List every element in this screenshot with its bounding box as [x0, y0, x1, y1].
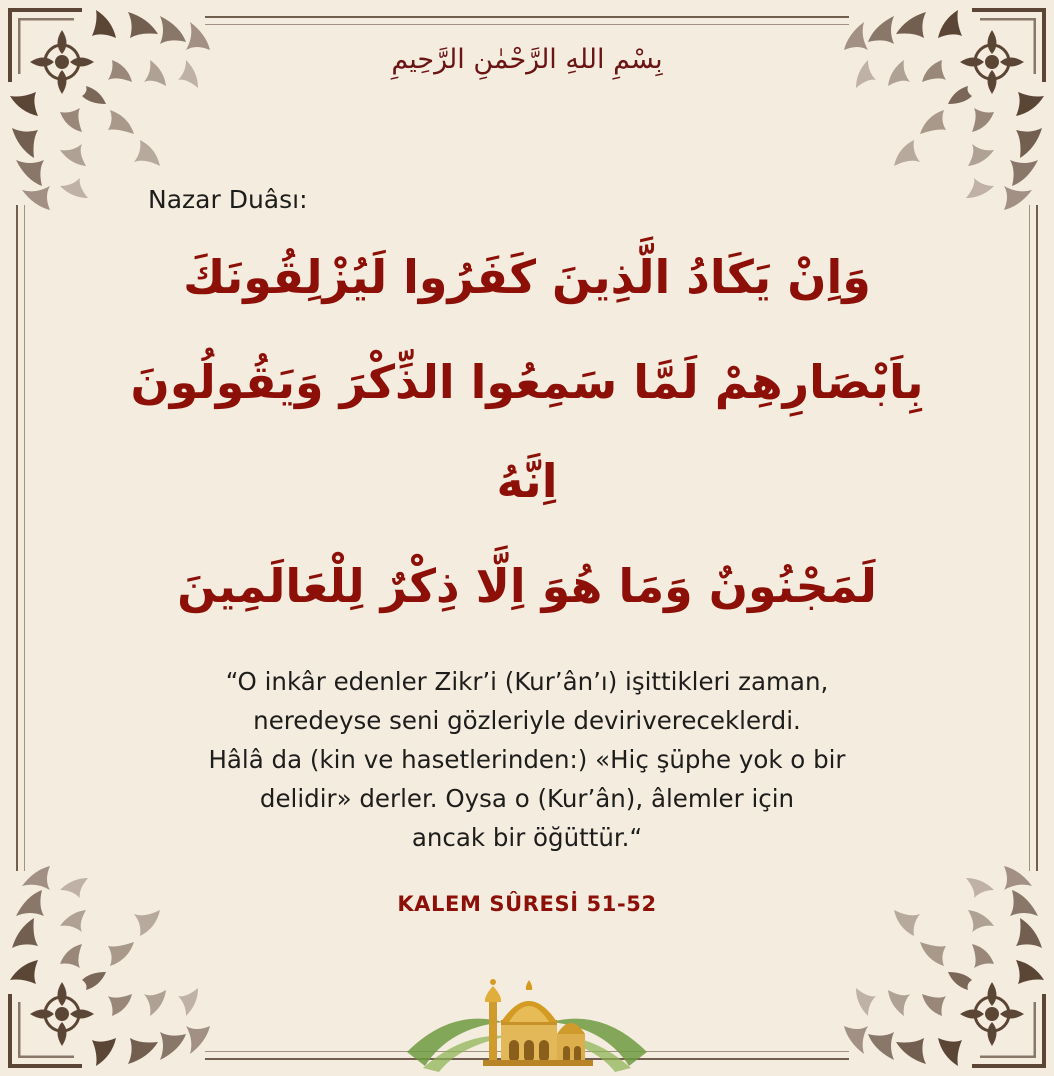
translation-block	[110, 662, 944, 858]
translation-line-4: delidir» derler. Oysa o (Kur’ân), âlemler için	[259, 784, 795, 814]
frame-line-right-inner	[1029, 205, 1030, 871]
surah-reference: KALEM SÛRESİ 51-52	[397, 891, 657, 916]
frame-line-top-inner	[205, 24, 849, 25]
ayah-line-2: بِاَبْصَارِهِمْ لَمَّا سَمِعُوا الذِّكْرَ وَيَقُولُونَ اِنَّهُ	[130, 354, 924, 508]
frame-line-left-inner	[24, 205, 25, 871]
mosque-illustration	[397, 956, 657, 1076]
frame-line-left	[16, 205, 18, 871]
frame-line-right	[1036, 205, 1038, 871]
translation-line-2: neredeyse seni gözleriyle devirivereceklerdi.	[253, 705, 801, 735]
translation-line-1: “O inkâr edenler Zikr’i (Kur’ân’ı) işittikleri zaman,	[225, 666, 829, 696]
translation-line-3: Hâlâ da (kin ve hasetlerinden:) «Hiç şüphe yok o bir	[208, 744, 846, 774]
frame-line-top	[205, 16, 849, 18]
basmala-text: بِسْمِ اللهِ الرَّحْمٰنِ الرَّحِيمِ	[391, 44, 663, 75]
content-block	[110, 185, 944, 916]
translation-line-5: ancak bir öğüttür.“	[411, 823, 643, 853]
ayah-line-3: لَمَجْنُونٌ وَمَا هُوَ اِلَّا ذِكْرٌ لِلْعَالَمِينَ	[177, 558, 877, 613]
prayer-title: Nazar Duâsı:	[148, 185, 308, 214]
ayah-line-1: وَاِنْ يَكَادُ الَّذِينَ كَفَرُوا لَيُزْلِقُونَكَ	[183, 250, 871, 304]
